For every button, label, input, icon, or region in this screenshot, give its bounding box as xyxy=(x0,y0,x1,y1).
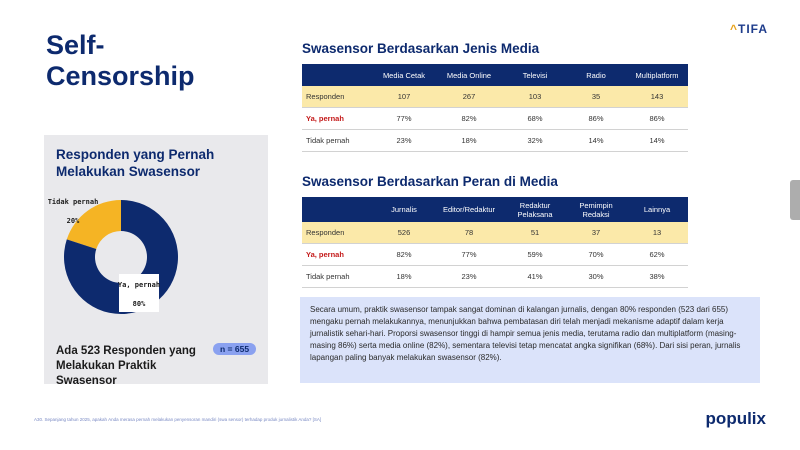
table-header-cell: Multiplatform xyxy=(626,64,688,86)
table-header-cell: Media Cetak xyxy=(374,64,434,86)
table-cell: 14% xyxy=(626,130,688,152)
yes-label: Ya, pernah xyxy=(117,281,161,289)
side-scroll-handle[interactable] xyxy=(790,180,800,220)
table-header-cell: Radio xyxy=(566,64,626,86)
table-cell: 62% xyxy=(626,244,688,266)
table-cell: 18% xyxy=(374,266,434,288)
row-label: Ya, pernah xyxy=(302,244,374,266)
footnote: A30. Sepanjang tahun 2025, apakah Anda merasa pernah melakukan penyensoran mandiri (swa sensor) terhadap produk jurnalistik Anda? [SA] xyxy=(34,417,322,422)
table-cell: 77% xyxy=(434,244,504,266)
table-cell: 23% xyxy=(434,266,504,288)
table-cell: 18% xyxy=(434,130,504,152)
table-cell: 77% xyxy=(374,108,434,130)
media-type-table xyxy=(302,64,688,152)
logo-hat-icon: ^ xyxy=(729,22,738,36)
role-table xyxy=(302,197,688,288)
table-cell: 86% xyxy=(566,108,626,130)
table-header-cell: Televisi xyxy=(504,64,566,86)
table1-title: Swasensor Berdasarkan Jenis Media xyxy=(302,41,540,56)
table2-title: Swasensor Berdasarkan Peran di Media xyxy=(302,174,558,189)
table-header-row xyxy=(302,64,688,86)
table-row xyxy=(302,244,688,266)
table-row xyxy=(302,130,688,152)
table-header-cell: Lainnya xyxy=(626,197,688,222)
never-label: Tidak pernah xyxy=(47,198,99,206)
table-cell: 78 xyxy=(434,222,504,244)
table-row xyxy=(302,222,688,244)
donut-chart xyxy=(47,190,186,325)
never-value: 20% xyxy=(66,217,80,225)
row-label: Tidak pernah xyxy=(302,130,374,152)
row-label: Responden xyxy=(302,86,374,108)
populix-logo: populix xyxy=(705,409,766,428)
table-cell: 68% xyxy=(504,108,566,130)
table-cell: 37 xyxy=(566,222,626,244)
table-cell: 526 xyxy=(374,222,434,244)
table-cell: 70% xyxy=(566,244,626,266)
n-badge: n = 655 xyxy=(213,343,256,355)
table-cell: 32% xyxy=(504,130,566,152)
table-cell: 51 xyxy=(504,222,566,244)
table-cell: 30% xyxy=(566,266,626,288)
table-cell: 59% xyxy=(504,244,566,266)
table-cell: 267 xyxy=(434,86,504,108)
table-header-cell: Editor/Redaktur xyxy=(434,197,504,222)
table-cell: 41% xyxy=(504,266,566,288)
table-header-row xyxy=(302,197,688,222)
table-row xyxy=(302,86,688,108)
table-row xyxy=(302,108,688,130)
tifa-logo-text: TIFA xyxy=(738,22,768,36)
table-cell: 38% xyxy=(626,266,688,288)
table-cell: 23% xyxy=(374,130,434,152)
table-cell: 143 xyxy=(626,86,688,108)
tifa-logo xyxy=(730,22,768,36)
table-cell: 107 xyxy=(374,86,434,108)
table-cell: 82% xyxy=(374,244,434,266)
row-label: Tidak pernah xyxy=(302,266,374,288)
summary-box: Secara umum, praktik swasensor tampak sangat dominan di kalangan jurnalis, dengan 80% responden (523 dari 655) mengaku pernah melakukannya, menunjukkan bahwa pembatasan diri telah menjadi mekanisme adaptif dalam kerja jurnalistik sehari-hari. Proporsi swasensor tinggi di hampir semua jenis media, terutama radio dan multiplatform (masing-masing 86%) serta media online (82%), sementara televisi tetap mencatat angka signifikan (68%). Dari sisi peran, jurnalis lapangan paling banyak melakukan swasensor (82%). xyxy=(300,297,760,383)
table-cell: 14% xyxy=(566,130,626,152)
row-label: Ya, pernah xyxy=(302,108,374,130)
table-header-cell xyxy=(302,64,374,86)
donut-title: Responden yang Pernah Melakukan Swasensor xyxy=(56,147,215,179)
table-row xyxy=(302,266,688,288)
table-cell: 86% xyxy=(626,108,688,130)
table-cell: 13 xyxy=(626,222,688,244)
label-yes xyxy=(118,274,160,312)
page-title: Self- Censorship xyxy=(46,30,195,91)
table-cell: 82% xyxy=(434,108,504,130)
table-cell: 35 xyxy=(566,86,626,108)
yes-value: 80% xyxy=(132,300,146,308)
table-header-cell xyxy=(302,197,374,222)
respondent-note: Ada 523 Responden yang Melakukan Praktik Swasensor xyxy=(56,345,196,387)
table-header-cell: Media Online xyxy=(434,64,504,86)
table-cell: 103 xyxy=(504,86,566,108)
row-label: Responden xyxy=(302,222,374,244)
table-header-cell: Redaktur Pelaksana xyxy=(504,197,566,222)
table-header-cell: Jurnalis xyxy=(374,197,434,222)
table-header-cell: Pemimpin Redaksi xyxy=(566,197,626,222)
